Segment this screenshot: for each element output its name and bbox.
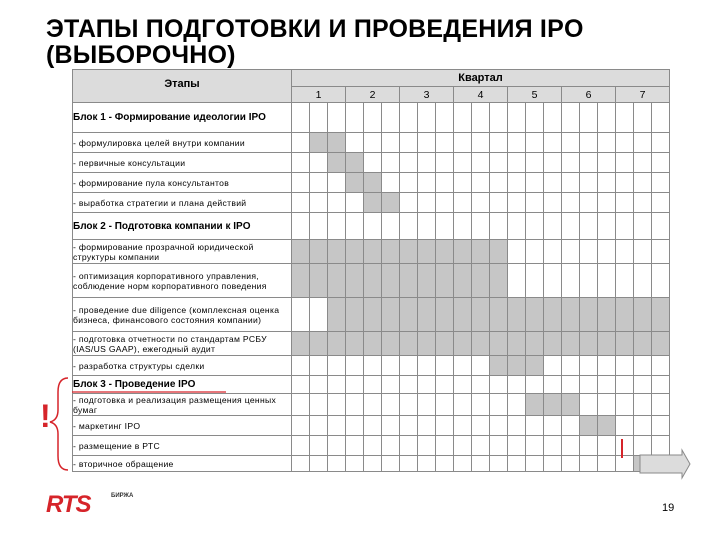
task-label: - разработка структуры сделки <box>73 356 292 376</box>
rts-logo-subtitle: БИРЖА <box>111 493 134 499</box>
quarter-number: 5 <box>508 87 562 103</box>
quarter-number: 7 <box>616 87 670 103</box>
block-title: Блок 3 - Проведение IPO <box>73 376 292 394</box>
task-label: - подготовка отчетности по стандартам РСБУ (IAS/US GAAP), ежегодный аудит <box>73 332 292 356</box>
quarter-number: 6 <box>562 87 616 103</box>
block-title: Блок 2 - Подготовка компании к IPO <box>73 213 292 240</box>
task-label: - вторичное обращение <box>73 456 292 472</box>
task-label: - первичные консультации <box>73 153 292 173</box>
continuation-arrow <box>640 450 690 478</box>
task-label: - оптимизация корпоративного управления, соблюдение норм корпоративного поведения <box>73 264 292 298</box>
quarter-number: 2 <box>346 87 400 103</box>
stages-header-label: Этапы <box>164 78 200 90</box>
task-label: - размещение в РТС <box>73 436 292 456</box>
block3-bracket <box>50 378 68 470</box>
task-label: - формирование прозрачной юридической структуры компании <box>73 240 292 264</box>
task-label: - маркетинг IPO <box>73 416 292 436</box>
quarter-number: 3 <box>400 87 454 103</box>
title-line-1: ЭТАПЫ ПОДГОТОВКИ И ПРОВЕДЕНИЯ IPO <box>46 15 584 43</box>
task-label: - формулировка целей внутри компании <box>73 133 292 153</box>
exclamation-mark: ! <box>40 398 51 434</box>
title-line-2: (ВЫБОРОЧНО) <box>46 41 236 69</box>
task-label: - подготовка и реализация размещения ценных бумаг <box>73 394 292 416</box>
task-label: - выработка стратегии и плана действий <box>73 193 292 213</box>
rts-logo: RTS <box>46 491 91 518</box>
task-label: - формирование пула консультантов <box>73 173 292 193</box>
quarter-number: 1 <box>292 87 346 103</box>
quarter-header: Квартал <box>292 70 670 87</box>
task-label: - проведение due diligence (комплексная оценка бизнеса, финансового состояния компании) <box>73 298 292 332</box>
quarter-number: 4 <box>454 87 508 103</box>
block-title: Блок 1 - Формирование идеологии IPO <box>73 103 292 133</box>
page-number: 19 <box>662 502 675 514</box>
